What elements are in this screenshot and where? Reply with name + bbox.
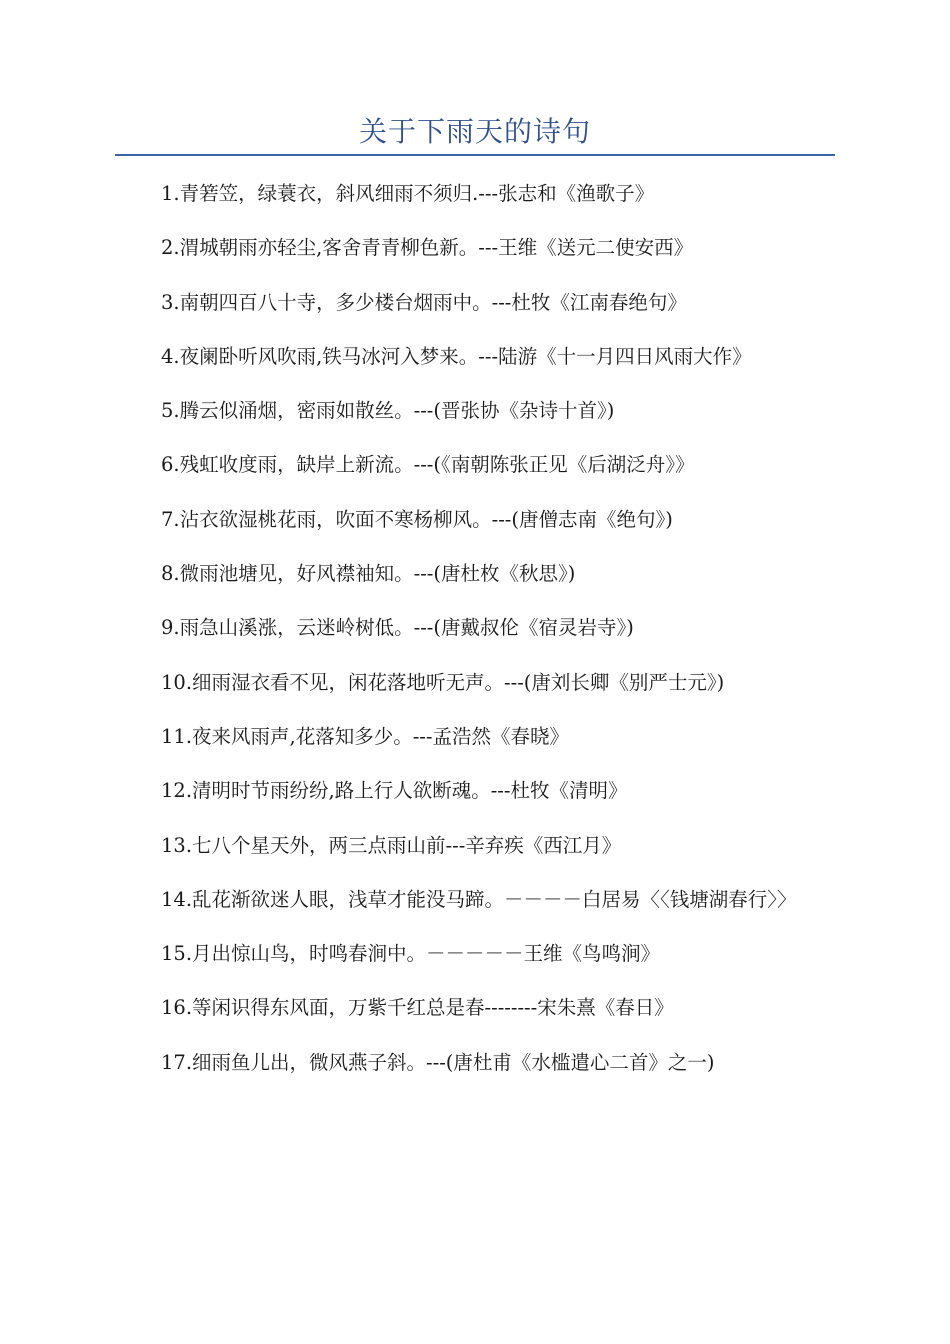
poem-line-13: 13.七八个星天外，两三点雨山前---辛弃疾《西江月》 — [161, 833, 622, 857]
poem-line-14: 14.乱花渐欲迷人眼，浅草才能没马蹄。－－－－白居易〈〈钱塘湖春行〉〉 — [161, 887, 797, 911]
poem-line-1: 1.青箬笠，绿蓑衣，斜风细雨不须归.---张志和《渔歌子》 — [161, 182, 655, 205]
poem-line-15: 15.月出惊山鸟，时鸣春涧中。－－－－－王维《鸟鸣涧》 — [161, 942, 661, 966]
title-underline — [115, 154, 835, 156]
poem-line-3: 3.南朝四百八十寺，多少楼台烟雨中。---杜牧《江南春绝句》 — [161, 290, 687, 314]
poem-list — [115, 176, 835, 1099]
poem-line-2: 2.渭城朝雨亦轻尘,客舍青青柳色新。---王维《送元二使安西》 — [161, 236, 694, 260]
poem-line-6: 6.残虹收度雨，缺岸上新流。---(《南朝陈张正见《后湖泛舟》》 — [161, 453, 695, 477]
poem-line-16: 16.等闲识得东风面，万紫千红总是春--------宋朱熹《春日》 — [161, 996, 674, 1020]
poem-line-10: 10.细雨湿衣看不见，闲花落地听无声。---(唐刘长卿《别严士元》) — [161, 670, 725, 694]
poem-line-7: 7.沾衣欲湿桃花雨，吹面不寒杨柳风。---(唐僧志南《绝句》) — [161, 507, 673, 531]
poem-line-12: 12.清明时节雨纷纷,路上行人欲断魂。---杜牧《清明》 — [161, 779, 628, 803]
poem-line-8: 8.微雨池塘见，好风襟袖知。---(唐杜枚《秋思》) — [161, 562, 576, 586]
poem-line-9: 9.雨急山溪涨，云迷岭树低。---(唐戴叔伦《宿灵岩寺》) — [161, 616, 634, 640]
poem-line-4: 4.夜阑卧听风吹雨,铁马冰河入梦来。---陆游《十一月四日风雨大作》 — [161, 344, 752, 368]
page-title: 关于下雨天的诗句 — [358, 115, 591, 148]
poem-line-17: 17.细雨鱼儿出，微风燕子斜。---(唐杜甫《水槛遣心二首》之一) — [161, 1050, 715, 1074]
poem-line-11: 11.夜来风雨声,花落知多少。---孟浩然《春晓》 — [161, 724, 569, 748]
poem-line-5: 5.腾云似涌烟，密雨如散丝。---(晋张协《杂诗十首》) — [161, 399, 615, 423]
